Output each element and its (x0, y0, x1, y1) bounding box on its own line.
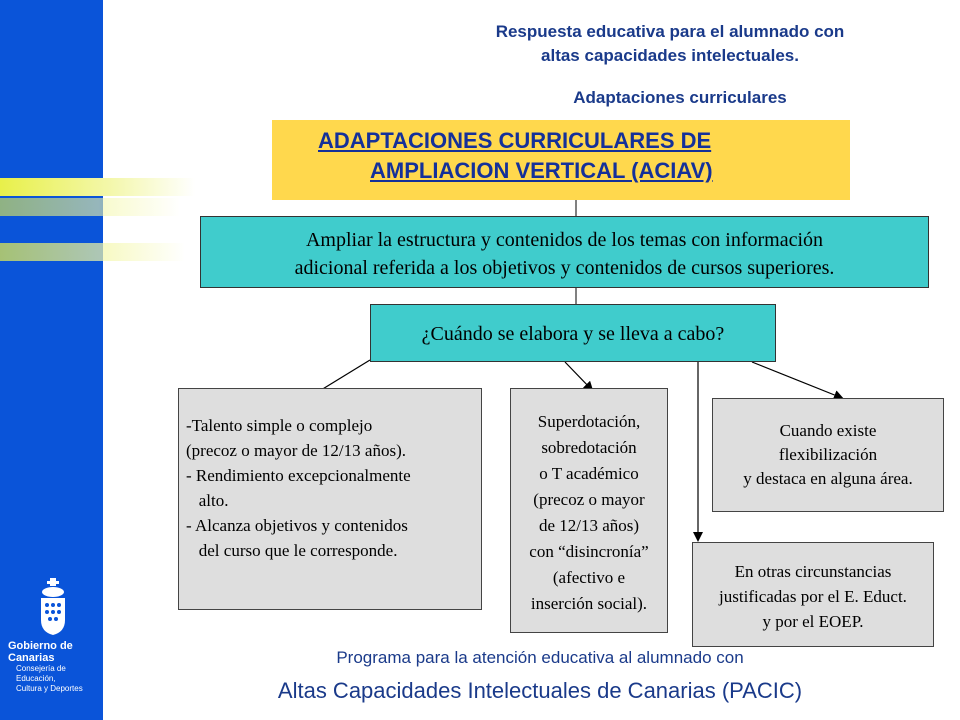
box-line: En otras circunstancias (734, 562, 892, 581)
logo-title: Gobierno de Canarias (8, 640, 73, 664)
question-box: ¿Cuándo se elabora y se lleva a cabo? (370, 304, 776, 362)
header-line: Respuesta educativa para el alumnado con (495, 22, 845, 41)
box-line: Cuando existe (779, 421, 877, 440)
box-line: - Rendimiento excepcionalmente (186, 466, 411, 485)
box-line: y destaca en alguna área. (743, 469, 913, 488)
box-line: y por el EOEP. (762, 612, 864, 631)
ampliar-box (200, 216, 929, 288)
arrow-to-superdotacion (565, 362, 592, 390)
box-line: (afectivo e (552, 568, 626, 587)
box-line: alto. (186, 491, 229, 510)
box-line: o T académico (539, 464, 639, 483)
box-line: (precoz o mayor de 12/13 años). (186, 441, 406, 460)
box-line: flexibilización (778, 445, 878, 464)
box-line: justificadas por el E. Educt. (719, 587, 907, 606)
box-line: -Talento simple o complejo (186, 416, 373, 435)
box-line: de 12/13 años) (538, 516, 640, 535)
box-line: - Alcanza objetivos y contenidos (186, 516, 408, 535)
box-line: Ampliar la estructura y contenidos de los temas con información (305, 229, 824, 251)
box-line: con “disincronía” (529, 542, 649, 561)
title-line: ADAPTACIONES CURRICULARES DE (318, 128, 712, 153)
talento-box (178, 388, 482, 610)
box-line: Superdotación, (537, 412, 641, 431)
footer-line: Programa para la atención educativa al alumnado con (336, 648, 744, 667)
section-title: Adaptaciones curriculares (573, 88, 787, 107)
box-line: adicional referida a los objetivos y contenidos de cursos superiores. (294, 257, 835, 279)
header-line: altas capacidades intelectuales. (541, 46, 799, 65)
box-line: sobredotación (541, 438, 637, 457)
box-line: del curso que le corresponde. (186, 541, 398, 560)
logo-subtitle: Consejería de Educación, (16, 664, 66, 683)
superdotacion-box (510, 388, 668, 633)
footer-program-name: Altas Capacidades Intelectuales de Canarias (PACIC) (277, 678, 803, 703)
box-line: inserción social). (530, 594, 648, 613)
flexibilizacion-box (712, 398, 944, 512)
arrow-to-flexibilizacion (752, 362, 842, 398)
title-line: AMPLIACION VERTICAL (ACIAV) (370, 158, 713, 183)
logo-subtitle: Cultura y Deportes (16, 684, 83, 693)
otras-circunstancias-box (692, 542, 934, 647)
box-line: (precoz o mayor (533, 490, 645, 509)
